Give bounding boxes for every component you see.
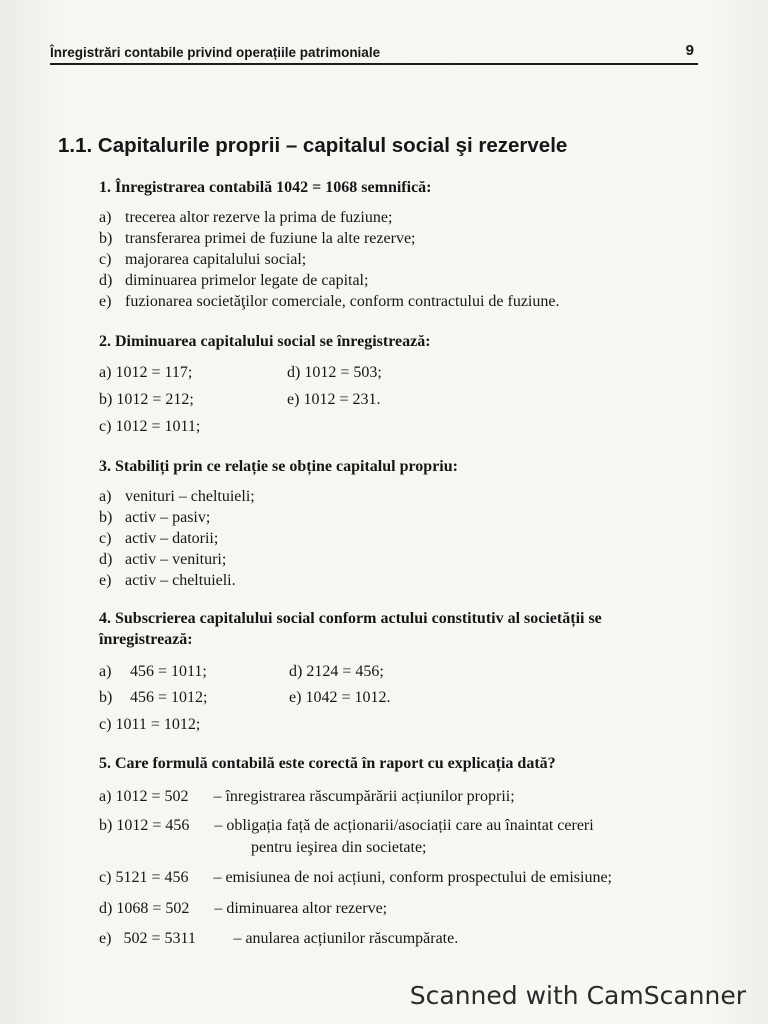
option-letter: c) (99, 418, 112, 435)
option-letter: d) (99, 551, 113, 568)
question-4-option-d (289, 663, 384, 681)
option-letter: a) (99, 364, 112, 381)
option-text: venituri – cheltuieli; (125, 488, 255, 505)
option-formula: 1012 = 502 (115, 788, 189, 805)
option-text: activ – datorii; (125, 530, 219, 547)
question-4-option-b (99, 689, 207, 707)
option-text: activ – venituri; (125, 551, 227, 568)
question-5-option-b (99, 817, 594, 856)
option-text: – emisiunea de noi acțiuni, conform prospectului de emisiune; (213, 869, 612, 886)
scanner-watermark: Scanned with CamScanner (409, 981, 746, 1010)
section-title: 1.1. Capitalurile proprii – capitalul social şi rezervele (58, 134, 568, 157)
option-text-continuation: pentru ieşirea din societate; (251, 839, 427, 856)
option-formula: 1012 = 456 (116, 817, 190, 834)
question-3-option-e (99, 572, 236, 590)
question-1-option-c (99, 251, 306, 269)
question-1-option-a (99, 209, 392, 227)
question-4-option-e (289, 689, 390, 707)
option-text: activ – cheltuieli. (125, 572, 236, 589)
option-letter: b) (99, 509, 113, 526)
option-letter: e) (287, 391, 300, 408)
option-letter: e) (99, 293, 112, 310)
question-2-title: 2. Diminuarea capitalului social se înregistrează: (99, 333, 431, 350)
option-text: 1012 = 1011; (115, 418, 201, 435)
option-letter: c) (99, 530, 112, 547)
option-text: transferarea primei de fuziune la alte rezerve; (125, 230, 416, 247)
option-text: activ – pasiv; (125, 509, 211, 526)
question-1-option-e (99, 293, 559, 311)
option-text: 456 = 1011; (130, 663, 207, 680)
option-text: 456 = 1012; (130, 689, 208, 706)
option-text: 1012 = 117; (115, 364, 193, 381)
option-letter: e) (289, 689, 302, 706)
option-text: diminuarea primelor legate de capital; (125, 272, 369, 289)
option-formula: 502 = 5311 (123, 930, 196, 947)
question-4-option-c (99, 716, 200, 734)
option-text: fuzionarea societăţilor comerciale, conform contractului de fuziune. (125, 293, 560, 310)
option-letter: d) (99, 272, 113, 289)
option-text: trecerea altor rezerve la prima de fuziune; (125, 209, 393, 226)
header-rule (50, 63, 698, 65)
question-5-title: 5. Care formulă contabilă este corectă în raport cu explicația dată? (99, 755, 556, 772)
question-2-option-c (99, 418, 200, 436)
question-3-title: 3. Stabiliți prin ce relație se obține capitalul propriu: (99, 458, 458, 475)
option-letter: c) (99, 716, 112, 733)
option-letter: a) (99, 209, 112, 226)
question-3-option-b (99, 509, 210, 527)
question-3-option-c (99, 530, 218, 548)
option-text: – anularea acțiunilor răscumpărate. (233, 930, 459, 947)
option-letter: c) (99, 251, 112, 268)
running-header (50, 42, 698, 64)
option-text: 2124 = 456; (306, 663, 384, 680)
option-letter: d) (289, 663, 303, 680)
option-text: majorarea capitalului social; (125, 251, 307, 268)
option-letter: d) (99, 900, 113, 917)
option-formula: 5121 = 456 (115, 869, 189, 886)
question-2-option-d (287, 364, 382, 382)
question-2-option-b (99, 391, 194, 409)
question-1-option-d (99, 272, 368, 290)
question-3-option-d (99, 551, 226, 569)
option-letter: c) (99, 869, 112, 886)
option-text: 1012 = 231. (303, 391, 381, 408)
option-text: 1042 = 1012. (305, 689, 391, 706)
question-5-option-a (99, 788, 515, 806)
option-letter: b) (99, 391, 113, 408)
option-letter: b) (99, 689, 113, 706)
option-text: – obligația față de acționarii/asociații care au înaintat cereri (214, 817, 594, 834)
option-letter: b) (99, 230, 113, 247)
option-letter: a) (99, 788, 112, 805)
option-letter: d) (287, 364, 301, 381)
option-text: 1011 = 1012; (115, 716, 201, 733)
option-text: 1012 = 503; (304, 364, 382, 381)
option-letter: e) (99, 572, 112, 589)
question-4-option-a (99, 663, 207, 681)
question-4-title-line1: 4. Subscrierea capitalului social conform actului constitutiv al societății se (99, 610, 602, 627)
question-1-title: 1. Înregistrarea contabilă 1042 = 1068 semnifică: (99, 179, 432, 196)
page-number: 9 (685, 42, 694, 59)
question-4-title-line2: înregistrează: (99, 631, 193, 648)
option-text: 1012 = 212; (116, 391, 194, 408)
question-2-option-a (99, 364, 192, 382)
option-formula: 1068 = 502 (116, 900, 190, 917)
option-letter: b) (99, 817, 113, 834)
question-5-option-e (99, 930, 458, 948)
option-letter: a) (99, 663, 112, 680)
question-2-option-e (287, 391, 380, 409)
option-letter: a) (99, 488, 112, 505)
option-text: – înregistrarea răscumpărării acțiunilor proprii; (213, 788, 515, 805)
question-5-option-d (99, 900, 387, 918)
question-3-option-a (99, 488, 255, 506)
option-text: – diminuarea altor rezerve; (214, 900, 388, 917)
question-1-option-b (99, 230, 415, 248)
option-letter: e) (99, 930, 112, 947)
question-5-option-c (99, 869, 612, 887)
running-header-title: Înregistrări contabile privind operațiile patrimoniale (50, 45, 381, 60)
